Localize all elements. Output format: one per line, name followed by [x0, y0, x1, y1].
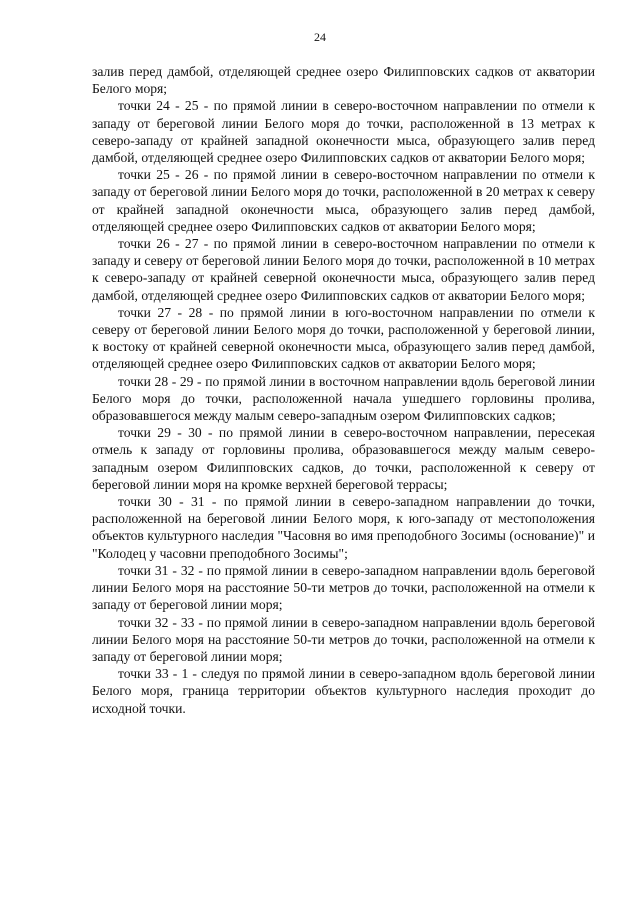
- paragraph: точки 33 - 1 - следуя по прямой линии в северо-западном вдоль береговой линии Белого моря, граница территории объектов культурного наследия проходит до исходной точки.: [92, 666, 595, 716]
- paragraph: точки 27 - 28 - по прямой линии в юго-восточном направлении по отмели к северу от береговой линии Белого моря до точки, расположенной у береговой линии, к востоку от крайней северной оконечности мыса, образующего залив перед дамбой, отделяющей среднее озеро Филипповских садков от акватории Белого моря;: [92, 304, 595, 372]
- paragraph: точки 25 - 26 - по прямой линии в северо-восточном направлении по отмели к западу от береговой линии Белого моря до точки, расположенной в 20 метрах к северу от крайней западной оконечности мыса, образующего залив перед дамбой, отделяющей среднее озеро Филипповских садков от акватории Белого моря;: [92, 167, 595, 234]
- paragraph: точки 32 - 33 - по прямой линии в северо-западном направлении вдоль береговой линии Белого моря на расстояние 50-ти метров до точки, расположенной на отмели к западу от береговой линии моря;: [92, 614, 595, 664]
- document-body: [92, 63, 595, 717]
- paragraph: точки 24 - 25 - по прямой линии в северо-восточном направлении по отмели к западу от береговой линии Белого моря до точки, расположенной в 13 метрах к северо-западу от крайней западной оконечности мыса, образующего залив перед дамбой, отделяющей среднее озеро Филипповских садков от акватории Белого моря;: [92, 98, 595, 166]
- paragraph: точки 29 - 30 - по прямой линии в северо-восточном направлении, пересекая отмель к западу от горловины пролива, образовавшегося между малым северо-западным озером Филипповских садков, до точки, расположенной к северу от береговой линии моря на кромке верхней береговой террасы;: [92, 425, 595, 492]
- paragraph: точки 26 - 27 - по прямой линии в северо-восточном направлении по отмели к западу и северу от береговой линии Белого моря до точки, расположенной в 10 метрах к северо-западу от крайней северной оконечности мыса, образующего залив перед дамбой, отделяющей среднее озеро Филипповских садков от акватории Белого моря;: [92, 236, 595, 303]
- paragraph: точки 28 - 29 - по прямой линии в восточном направлении вдоль береговой линии Белого моря до точки, расположенной начала ушедшего горловины пролива, образовавшегося между малым северо-западным озером Филипповских садков;: [92, 373, 595, 424]
- page-number: 24: [314, 30, 326, 44]
- paragraph: залив перед дамбой, отделяющей среднее озеро Филипповских садков от акватории Белого моря;: [92, 64, 595, 97]
- paragraph: точки 30 - 31 - по прямой линии в северо-западном направлении до точки, расположенной на береговой линии Белого моря, к юго-западу от местоположения объектов культурного наследия "Часовня во имя преподобного Зосимы (основание)" и "Колодец у часовни преподобного Зосимы";: [92, 494, 595, 561]
- paragraph: точки 31 - 32 - по прямой линии в северо-западном направлении вдоль береговой линии Белого моря на расстояние 50-ти метров до точки, расположенной на отмели к западу от береговой линии моря;: [92, 562, 595, 613]
